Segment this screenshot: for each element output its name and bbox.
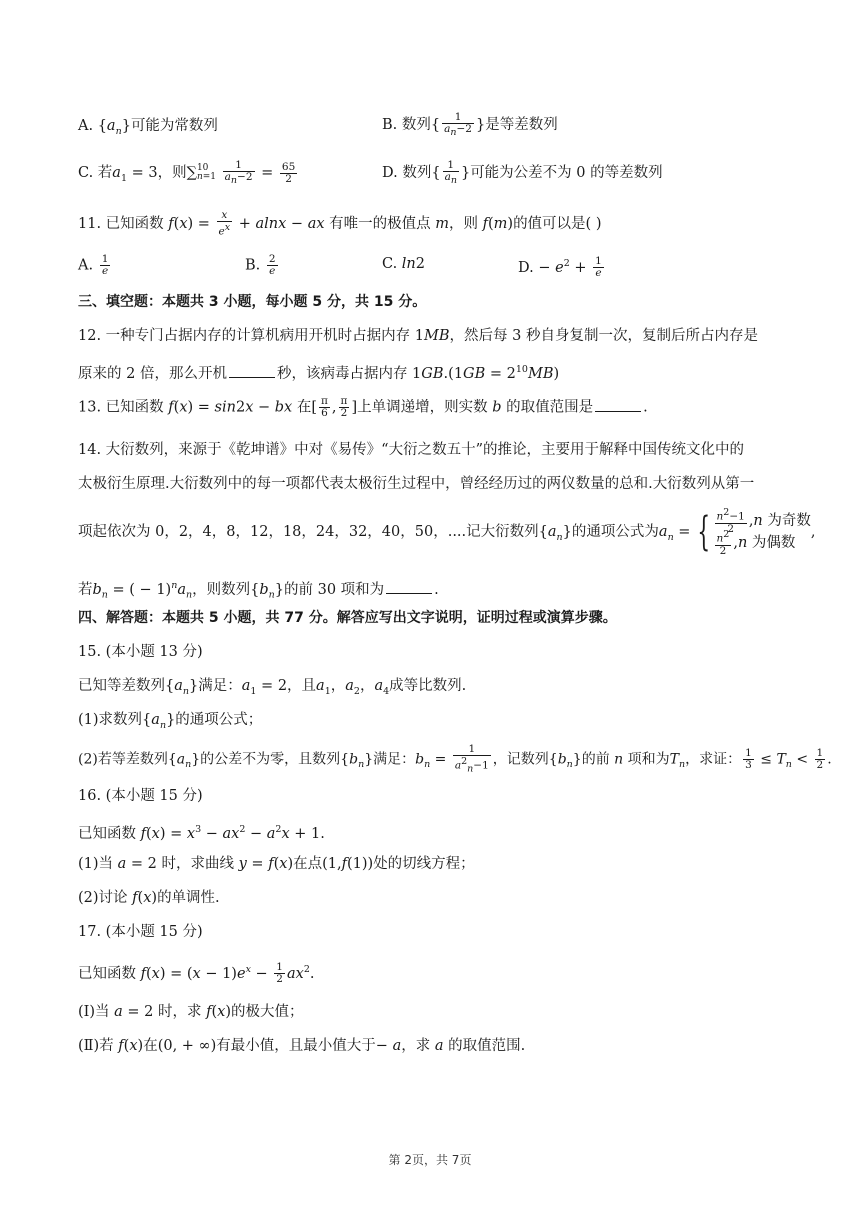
q17-stem: 已知函数 $f(x) = (x - 1)e^x$ − $\frac{1}{2}$ $ax^2$. (78, 961, 315, 986)
q16-stem: 已知函数 $f(x) = x^3 - ax^2 - a^2x + 1$. (78, 824, 325, 842)
q15-part-2: (2)若等差数列$\{a_n\}$的公差不为零，且数列$\{b_n\}$满足：$b_n$ = $\frac{1}{a^2_n-1}$ ，记数列$\{b_n\}$的前 n 项和为$T_n$，求证： $\frac{1}{3}$ ≤ $T_n$ < $\frac{1}{2}$ . (78, 743, 832, 775)
q15-stem: 已知等差数列$\{a_n\}$满足：$a_1 = 2$，且$a_1$，$a_2$，$a_4$成等比数列. (78, 678, 467, 697)
q15-part-1: (1)求数列$\{a_n\}$的通项公式； (78, 712, 263, 731)
q11-stem: 11. 已知函数 f(x) = $\frac{x}{e^x}$ + alnx − ax 有唯一的极值点 m，则 f(m)的值可以是( ) (78, 209, 602, 238)
q10-option-c: C. 若$a_1 = 3$，则∑ 10 n=1 $\frac{1}{a_n-2}$ = $\frac{65}{2}$ (78, 159, 296, 187)
q12-line-2: 原来的 2 倍，那么开机 秒，该病毒占据内存 $1GB.(1GB = 2^{10}MB)$ (78, 364, 560, 382)
q11-option-d: D. − $e^2$ + $\frac{1}{e}$ (518, 255, 602, 280)
q14-line-3: 项起依次为 0，2，4，8，12，18，24，32，40，50，....记大衍数列$\{a_n\}$的通项公式为$a_n$ = { $\frac{n^2-1}{2}$ , n 为奇数 $\frac{n^2}{2}$ , n 为偶数 , (78, 507, 816, 557)
q14-line-4: 若$b_n$ = ( − $1)^na_n$，则数列$\{b_n\}$的前 30 项和为 . (78, 580, 439, 601)
q10-option-b: B. 数列{ $\frac{1}{a_n-2}$ }是等差数列 (382, 111, 558, 139)
q17-part-2: (Ⅱ)若 f(x)在(0, + ∞)有最小值，且最小值大于− a，求 a 的取值范围. (78, 1038, 526, 1054)
answer-blank (386, 581, 432, 594)
answer-blank (595, 399, 641, 412)
q10-option-d: D. 数列{ $\frac{1}{a_n}$ }可能为公差不为 0 的等差数列 (382, 159, 663, 187)
q14-line-1: 14. 大衍数列，来源于《乾坤谱》中对《易传》“大衍之数五十”的推论，主要用于解释中国传统文化中的 (78, 442, 744, 458)
q16-part-1: (1)当 a = 2 时，求曲线 y = f(x)在点(1,f(1))处的切线方程； (78, 856, 475, 872)
q12-line-1: 12. 一种专门占据内存的计算机病用开机时占据内存 1MB，然后每 3 秒自身复制一次，复制后所占内存是 (78, 328, 758, 344)
section-3-heading: 三、填空题：本题共 3 小题，每小题 5 分，共 15 分。 (78, 294, 427, 310)
q11-option-a: A. $\frac{1}{e}$ (78, 253, 109, 277)
q10-option-a: A. $\{a_n\}$可能为常数列 (78, 118, 218, 137)
page-footer: 第 2页，共 7页 (388, 1153, 472, 1167)
q11-option-b: B. $\frac{2}{e}$ (245, 253, 276, 277)
q14-line-2: 太极衍生原理.大衍数列中的每一项都代表太极衍生过程中，曾经经历过的两仪数量的总和.大衍数列从第一 (78, 476, 755, 492)
q11-option-c: C. ln2 (382, 256, 426, 272)
q13-stem: 13. 已知函数 f(x) = sin2x − bx 在[ $\frac{\pi}{6}$ , $\frac{\pi}{2}$ ]上单调递增，则实数 b 的取值范围是 . (78, 395, 648, 419)
q17-part-1: (Ⅰ)当 a = 2 时，求 f(x)的极大值； (78, 1004, 304, 1020)
answer-blank (229, 365, 275, 378)
q15-heading: 15. (本小题 13 分) (78, 644, 203, 660)
section-4-heading: 四、解答题：本题共 5 小题，共 77 分。解答应写出文字说明，证明过程或演算步骤。 (78, 610, 617, 626)
q16-heading: 16. (本小题 15 分) (78, 788, 203, 804)
q17-heading: 17. (本小题 15 分) (78, 924, 203, 940)
q16-part-2: (2)讨论 f(x)的单调性. (78, 890, 220, 906)
